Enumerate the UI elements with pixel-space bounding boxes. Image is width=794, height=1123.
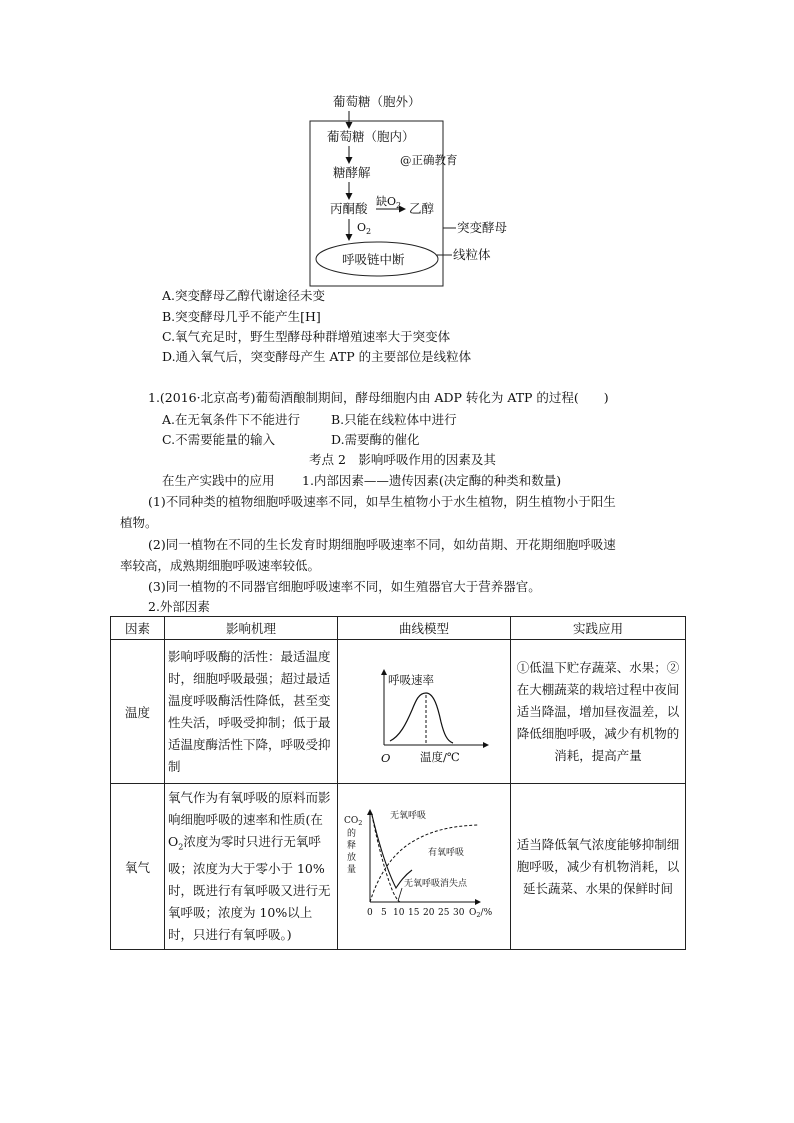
- x-tick-label: 25: [438, 908, 450, 918]
- header-curve: 曲线模型: [338, 617, 511, 640]
- application-oxygen: 适当降低氧气浓度能够抑制细胞呼吸，减少有机物消耗，以延长蔬菜、水果的保鲜时间: [511, 784, 686, 950]
- lack-o2-label: 缺$O_2$: [376, 195, 402, 210]
- paragraph-1-cont: 植物。: [120, 515, 158, 530]
- y-axis-label-shi: 释: [347, 841, 357, 851]
- respiratory-chain-block-label: 呼吸链中断: [342, 252, 405, 267]
- q2-option-d: D.需要酶的催化: [331, 432, 420, 447]
- external-factors-title: 2.外部因素: [148, 599, 210, 614]
- mechanism-oxygen-text-1: 氧气作为有氧呼吸的原料而影响细胞呼吸的速率和性质(在 O: [168, 789, 331, 849]
- option-d: D.通入氧气后，突变酵母产生 ATP 的主要部位是线粒体: [162, 349, 472, 364]
- ethanol-label: 乙醇: [409, 201, 435, 216]
- header-application: 实践应用: [511, 617, 686, 640]
- temperature-response-curve: [390, 693, 453, 743]
- glucose-out-label: 葡萄糖（胞外）: [333, 94, 421, 109]
- x-axis-label: 温度/℃: [420, 750, 460, 764]
- oxygen-curve: [338, 784, 511, 946]
- x-tick-label: 5: [381, 908, 387, 918]
- curve-temperature-cell: [338, 640, 511, 784]
- external-factors-table: [110, 616, 686, 950]
- section-heading-continued: 在生产实践中的应用: [162, 473, 275, 488]
- yeast-metabolism-diagram: [0, 0, 794, 300]
- header-mechanism: 影响机理: [165, 617, 338, 640]
- table-row: [111, 640, 686, 784]
- x-tick-labels: [367, 908, 465, 918]
- mechanism-oxygen-subscript: 2: [178, 842, 184, 852]
- internal-factors-title: 1.内部因素——遗传因素(决定酶的种类和数量): [302, 473, 562, 488]
- question-stem: 1.(2016·北京高考)葡萄酒酿制期间，酵母细胞内由 ADP 转化为 ATP 的过程( ): [148, 390, 609, 405]
- paragraph-2: (2)同一植物在不同的生长发育时期细胞呼吸速率不同，如幼苗期、开花期细胞呼吸速: [148, 537, 616, 552]
- factor-oxygen: 氧气: [111, 784, 165, 950]
- q2-option-b: B.只能在线粒体中进行: [331, 412, 457, 427]
- aerobic-label: 有氧呼吸: [428, 848, 465, 858]
- vanish-point-pointer: [398, 888, 402, 901]
- glycolysis-label: 糖酵解: [333, 165, 371, 180]
- mechanism-temperature: 影响呼吸酶的活性：最适温度时，细胞呼吸最强；超过最适温度呼吸酶活性降低，甚至变性失活，呼吸受抑制；低于最适温度酶活性下降，呼吸受抑制: [165, 640, 338, 784]
- section-heading: 考点 2 影响呼吸作用的因素及其: [309, 452, 496, 467]
- paragraph-2-cont: 率较高，成熟期细胞呼吸速率较低。: [120, 558, 321, 573]
- q2-option-c: C.不需要能量的输入: [162, 432, 276, 447]
- temperature-curve: [338, 640, 511, 780]
- header-factor: 因素: [111, 617, 165, 640]
- y-axis-label-fang: 放: [347, 853, 357, 863]
- x-tick-label: 0: [367, 908, 373, 918]
- anaerobic-curve: [372, 815, 400, 902]
- watermark-text: @正确教育: [400, 153, 458, 167]
- mutant-yeast-label: 突变酵母: [457, 220, 508, 235]
- option-c: C.氧气充足时，野生型酵母种群增殖速率大于突变体: [162, 329, 451, 344]
- paragraph-1: (1)不同种类的植物细胞呼吸速率不同，如旱生植物小于水生植物，阴生植物小于阳生: [148, 494, 616, 509]
- x-tick-label: 10: [393, 908, 405, 918]
- x-tick-label: 20: [423, 908, 435, 918]
- glucose-in-label: 葡萄糖（胞内）: [327, 129, 415, 144]
- x-tick-label: 15: [408, 908, 420, 918]
- o2-label: $O_2$: [357, 221, 372, 236]
- mechanism-oxygen: [165, 784, 338, 950]
- anaerobic-label: 无氧呼吸: [390, 811, 427, 821]
- y-axis-label-de: 的: [347, 829, 357, 839]
- application-temperature: ①低温下贮存蔬菜、水果；②在大棚蔬菜的栽培过程中夜间适当降温，增加昼夜温差，以降低细胞呼吸，减少有机物的消耗，提高产量: [511, 640, 686, 784]
- option-b: B.突变酵母几乎不能产生[H]: [162, 309, 321, 324]
- q2-option-a: A.在无氧条件下不能进行: [162, 412, 301, 427]
- option-a: A.突变酵母乙醇代谢途径未变: [162, 288, 326, 303]
- mitochondria-label: 线粒体: [453, 247, 491, 262]
- vanish-point-label: 无氧呼吸消失点: [404, 879, 468, 889]
- curve-oxygen-cell: [338, 784, 511, 950]
- factor-temperature: 温度: [111, 640, 165, 784]
- total-co2-curve: [372, 815, 412, 888]
- x-axis-label: $O_2/\%$: [469, 908, 493, 919]
- y-axis-label: 呼吸速率: [388, 673, 434, 687]
- y-axis-label-co2: $CO_2$: [344, 816, 363, 827]
- y-axis-label-liang: 量: [347, 865, 357, 875]
- origin-label: O: [381, 751, 391, 765]
- table-header-row: [111, 617, 686, 640]
- mechanism-oxygen-text-2: 浓度为零时只进行无氧呼吸；浓度为大于零小于 10%时，既进行有氧呼吸又进行无氧呼吸；浓度为 10%以上时，只进行有氧呼吸。): [168, 833, 331, 943]
- paragraph-3: (3)同一植物的不同器官细胞呼吸速率不同，如生殖器官大于营养器官。: [148, 579, 541, 594]
- x-tick-label: 30: [453, 908, 465, 918]
- pyruvate-label: 丙酮酸: [330, 201, 368, 216]
- table-row: [111, 784, 686, 950]
